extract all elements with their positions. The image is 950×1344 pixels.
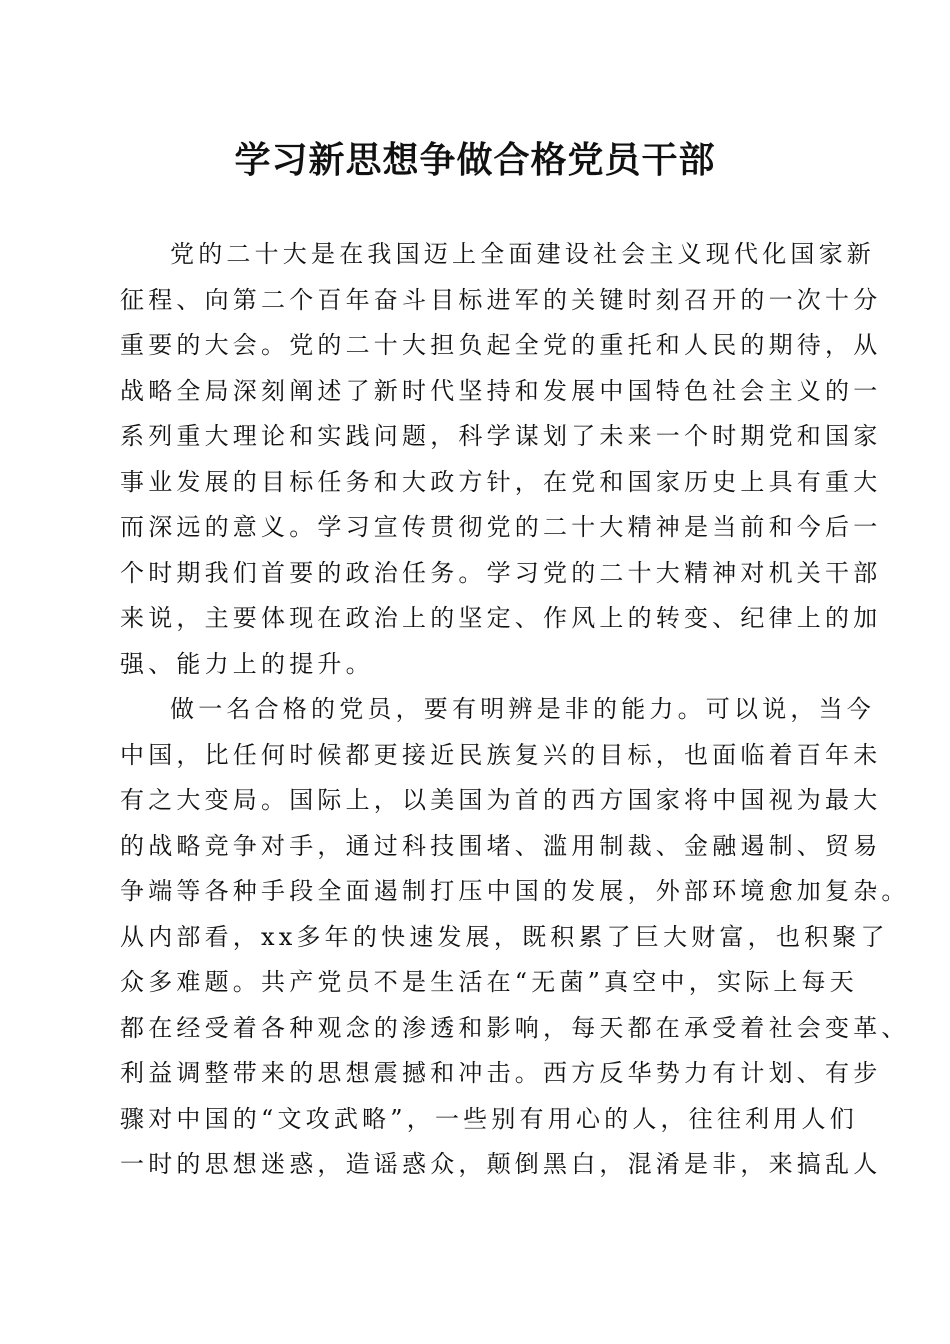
paragraph-2-line-10: 骤对中国的“文攻武略”，一些别有用心的人，往往利用人们: [120, 1104, 858, 1133]
paragraph-2-line-4: 的战略竞争对手，通过科技围堵、滥用制裁、金融遏制、贸易: [120, 831, 882, 860]
paragraph-2-line-1: 做一名合格的党员，要有明辨是非的能力。可以说，当今: [170, 695, 875, 723]
paragraph-1-line-10: 强、能力上的提升。: [120, 649, 374, 678]
paragraph-1-line-5: 系列重大理论和实践问题，科学谋划了未来一个时期党和国家: [120, 422, 882, 450]
paragraph-1-line-4: 战略全局深刻阐述了新时代坚持和发展中国特色社会主义的一: [120, 376, 882, 405]
document-title: 学习新思想争做合格党员干部: [234, 139, 716, 181]
paragraph-1-line-9: 来说，主要体现在政治上的坚定、作风上的转变、纪律上的加: [120, 604, 882, 632]
paragraph-1-line-6: 事业发展的目标任务和大政方针，在党和国家历史上具有重大: [120, 467, 882, 496]
paragraph-1-line-1: 党的二十大是在我国迈上全面建设社会主义现代化国家新: [170, 240, 875, 268]
paragraph-2-line-9: 利益调整带来的思想震撼和冲击。西方反华势力有计划、有步: [120, 1059, 882, 1087]
paragraph-2-line-7: 众多难题。共产党员不是生活在“无菌”真空中，实际上每天: [120, 968, 858, 996]
paragraph-2-line-11: 一时的思想迷惑，造谣惑众，颠倒黑白，混淆是非，来搞乱人: [120, 1150, 882, 1178]
paragraph-2-line-8: 都在经受着各种观念的渗透和影响，每天都在承受着社会变革、: [120, 1013, 910, 1042]
paragraph-2-line-3: 有之大变局。国际上，以美国为首的西方国家将中国视为最大: [120, 786, 882, 814]
paragraph-2-line-2: 中国，比任何时候都更接近民族复兴的目标，也面临着百年未: [120, 740, 882, 769]
paragraph-1-line-7: 而深远的意义。学习宣传贯彻党的二十大精神是当前和今后一: [120, 513, 882, 541]
paragraph-1-line-8: 个时期我们首要的政治任务。学习党的二十大精神对机关干部: [120, 558, 882, 587]
document-body: [120, 232, 910, 1188]
paragraph-2-line-5: 争端等各种手段全面遏制打压中国的发展，外部环境愈加复杂。: [120, 877, 910, 905]
paragraph-1-line-2: 征程、向第二个百年奋斗目标进军的关键时刻召开的一次十分: [120, 285, 882, 314]
paragraph-2-line-6: 从内部看，xx多年的快速发展，既积累了巨大财富，也积聚了: [120, 922, 889, 951]
paragraph-1-line-3: 重要的大会。党的二十大担负起全党的重托和人民的期待，从: [120, 331, 882, 359]
